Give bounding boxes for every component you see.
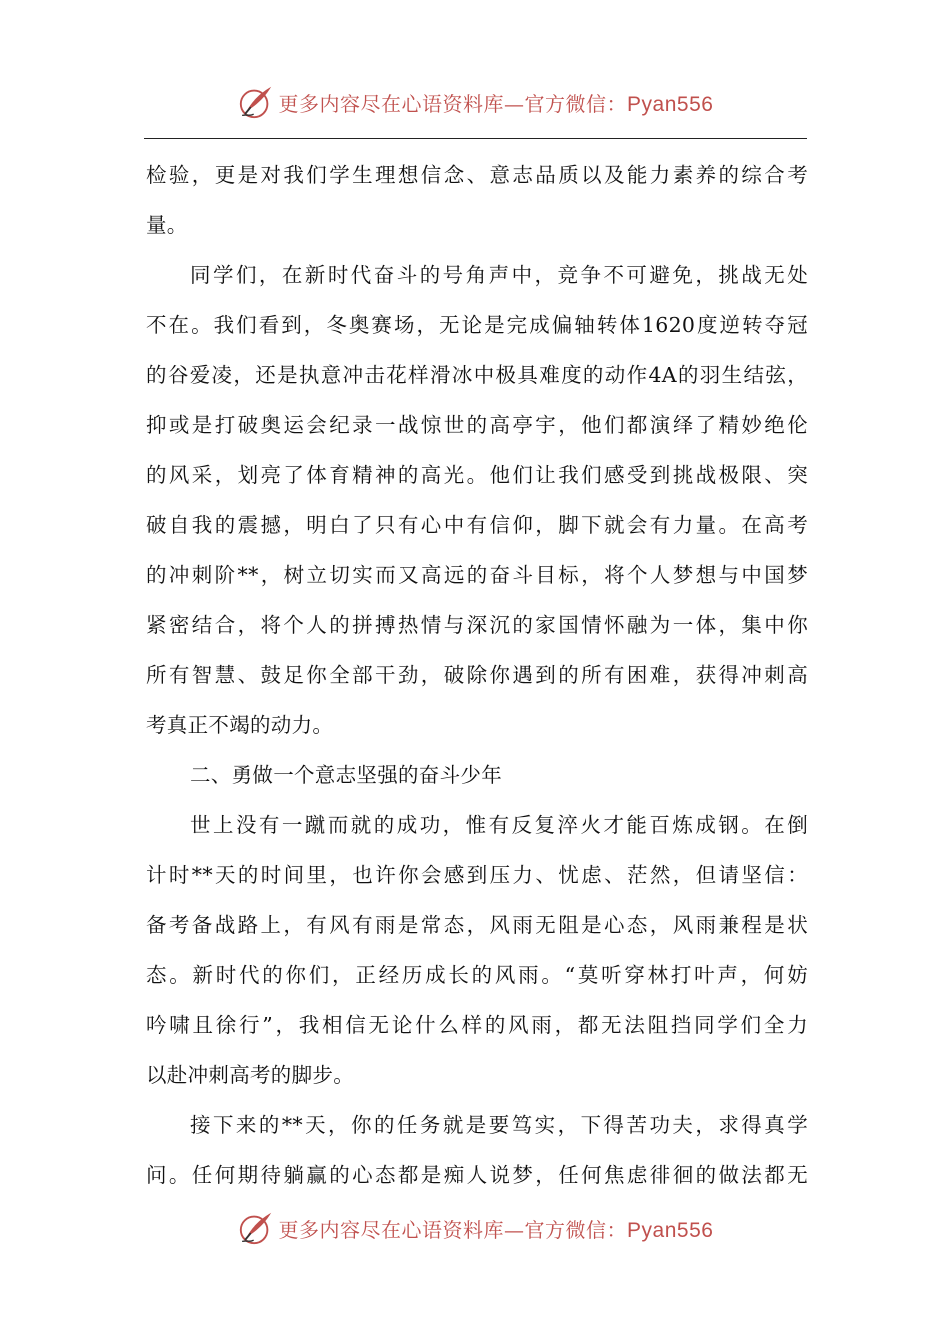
text-line: 的冲刺阶**，树立切实而又高远的奋斗目标，将个人梦想与中国梦 xyxy=(146,563,808,587)
text-line: 考真正不竭的动力。 xyxy=(146,713,334,737)
text-line: 的谷爱凌，还是执意冲击花样滑冰中极具难度的动作4A的羽生结弦， xyxy=(146,363,808,387)
text-line: 态。新时代的你们，正经历成长的风雨。“莫听穿林打叶声，何妨 xyxy=(146,963,808,987)
text-line: 吟啸且徐行”，我相信无论什么样的风雨，都无法阻挡同学们全力 xyxy=(146,1013,808,1037)
footer-text: 更多内容尽在心语资料库—官方微信：Pyan556 xyxy=(278,1217,714,1242)
text-line: 检验，更是对我们学生理想信念、意志品质以及能力素养的综合考 xyxy=(146,163,808,187)
text-line: 的风采，划亮了体育精神的高光。他们让我们感受到挑战极限、突 xyxy=(146,463,808,487)
text-line: 问。任何期待躺赢的心态都是痴人说梦，任何焦虑徘徊的做法都无 xyxy=(146,1163,808,1187)
text-line: 不在。我们看到，冬奥赛场，无论是完成偏轴转体1620度逆转夺冠 xyxy=(146,313,808,337)
header-text: 更多内容尽在心语资料库—官方微信：Pyan556 xyxy=(278,91,714,116)
text-line: 备考备战路上，有风有雨是常态，风雨无阻是心态，风雨兼程是状 xyxy=(146,913,808,937)
header-banner xyxy=(0,82,950,122)
footer-wechat-id: Pyan556 xyxy=(627,1218,714,1242)
text-line: 以赴冲刺高考的脚步。 xyxy=(146,1063,354,1087)
text-line: 抑或是打破奥运会纪录一战惊世的高亭宇，他们都演绎了精妙绝伦 xyxy=(146,413,808,437)
text-line: 计时**天的时间里，也许你会感到压力、忧虑、茫然，但请坚信： xyxy=(146,863,808,887)
quill-pen-logo-icon xyxy=(237,83,275,121)
quill-pen-logo-icon xyxy=(237,1209,275,1247)
text-line: 量。 xyxy=(146,213,188,237)
text-line: 紧密结合，将个人的拼搏热情与深沉的家国情怀融为一体，集中你 xyxy=(146,613,808,637)
text-line: 所有智慧、鼓足你全部干劲，破除你遇到的所有困难，获得冲刺高 xyxy=(146,663,808,687)
paragraph-start-line: 接下来的**天，你的任务就是要笃实，下得苦功夫，求得真学 xyxy=(190,1113,808,1137)
document-body xyxy=(146,150,808,1200)
footer-banner xyxy=(0,1208,950,1248)
paragraph-start-line: 同学们，在新时代奋斗的号角声中，竞争不可避免，挑战无处 xyxy=(190,263,808,287)
text-line: 破自我的震撼，明白了只有心中有信仰，脚下就会有力量。在高考 xyxy=(146,513,808,537)
header-divider xyxy=(144,138,807,139)
header-wechat-id: Pyan556 xyxy=(627,92,714,116)
section-heading: 二、勇做一个意志坚强的奋斗少年 xyxy=(190,763,502,787)
paragraph-start-line: 世上没有一蹴而就的成功，惟有反复淬火才能百炼成钢。在倒 xyxy=(190,813,808,837)
